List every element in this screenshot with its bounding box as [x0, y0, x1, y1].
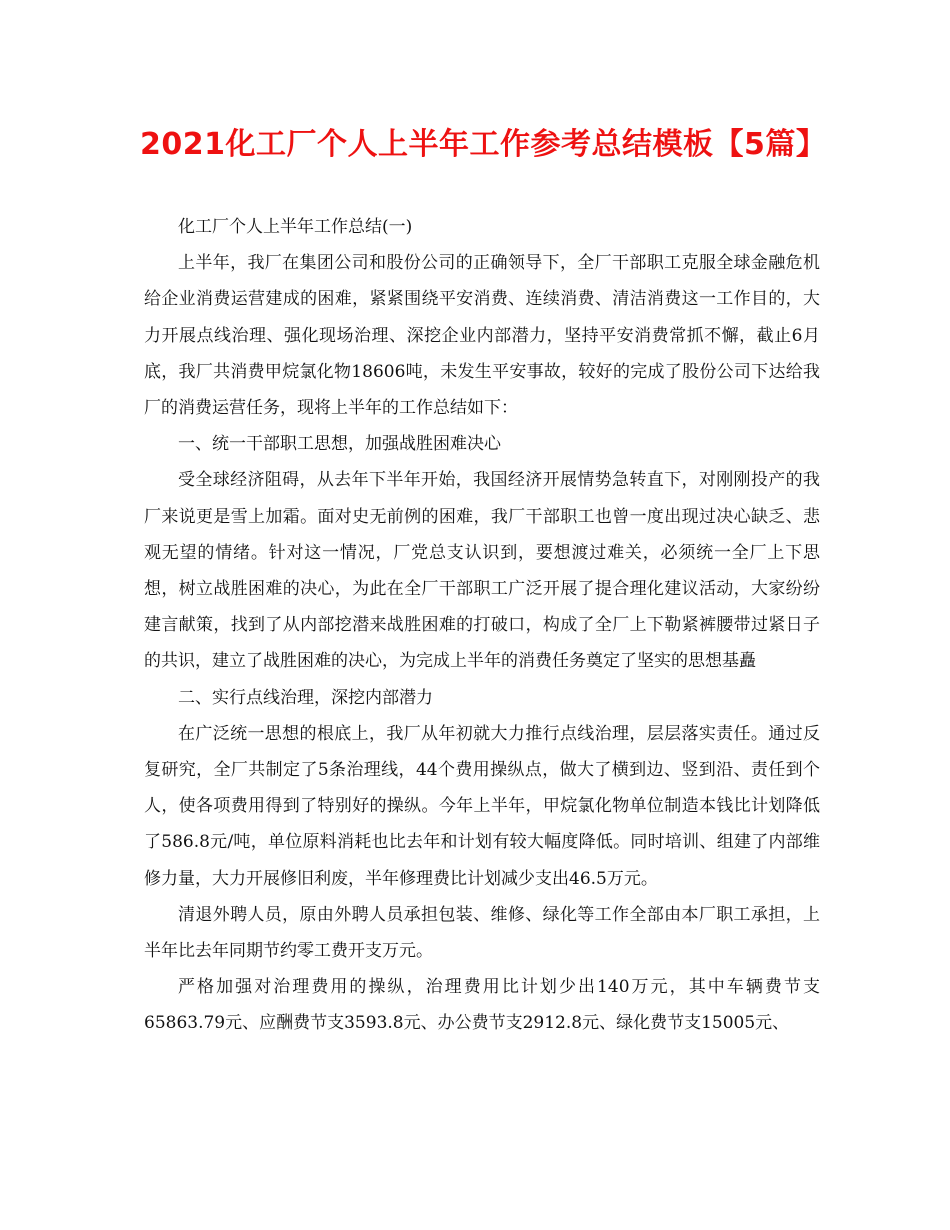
section-heading: 化工厂个人上半年工作总结(一) [178, 217, 413, 237]
section-heading: 一、统一干部职工思想，加强战胜困难决心 [178, 434, 501, 455]
body-paragraph: 上半年，我厂在集团公司和股份公司的正确领导下，全厂干部职工克服全球金融危机给企业消费运营建成的困难，紧紧围绕平安消费、连续消费、清洁消费这一工作目的，大力开展点线治理、强化现场治理、深挖企业内部潜力，坚持平安消费常抓不懈，截止6月底，我厂共消费甲烷氯化物18606吨，未发生平安事故，较好的完成了股份公司下达给我厂的消费运营任务，现将上半年的工作总结如下： [144, 253, 820, 419]
body-paragraph: 在广泛统一思想的根底上，我厂从年初就大力推行点线治理，层层落实责任。通过反复研究，全厂共制定了5条治理线，44个费用操纵点，做大了横到边、竖到沿、责任到个人，使各项费用得到了特别好的操纵。今年上半年，甲烷氯化物单位制造本钱比计划降低了586.8元/吨，单位原料消耗也比去年和计划有较大幅度降低。同时培训、组建了内部维修力量，大力开展修旧利废，半年修理费比计划减少支出46.5万元。 [144, 723, 820, 889]
body-paragraph: 严格加强对治理费用的操纵，治理费用比计划少出140万元，其中车辆费节支65863.79元、应酬费节支3593.8元、办公费节支2912.8元、绿化费节支15005元、 [144, 977, 820, 1034]
section-heading: 二、实行点线治理，深挖内部潜力 [178, 687, 433, 708]
document-title: 2021化工厂个人上半年工作参考总结模板【5篇】 [140, 127, 827, 162]
document-body [144, 209, 820, 1042]
body-paragraph: 清退外聘人员，原由外聘人员承担包装、维修、绿化等工作全部由本厂职工承担，上半年比去年同期节约零工费开支万元。 [144, 904, 820, 962]
body-paragraph: 受全球经济阻碍，从去年下半年开始，我国经济开展情势急转直下，对刚刚投产的我厂来说更是雪上加霜。面对史无前例的困难，我厂干部职工也曾一度出现过决心缺乏、悲观无望的情绪。针对这一情况，厂党总支认识到，要想渡过难关，必须统一全厂上下思想，树立战胜困难的决心，为此在全厂干部职工广泛开展了提合理化建议活动，大家纷纷建言献策，找到了从内部挖潜来战胜困难的打破口，构成了全厂上下勒紧裤腰带过紧日子的共识，建立了战胜困难的决心，为完成上半年的消费任务奠定了坚实的思想基矗 [144, 470, 820, 672]
